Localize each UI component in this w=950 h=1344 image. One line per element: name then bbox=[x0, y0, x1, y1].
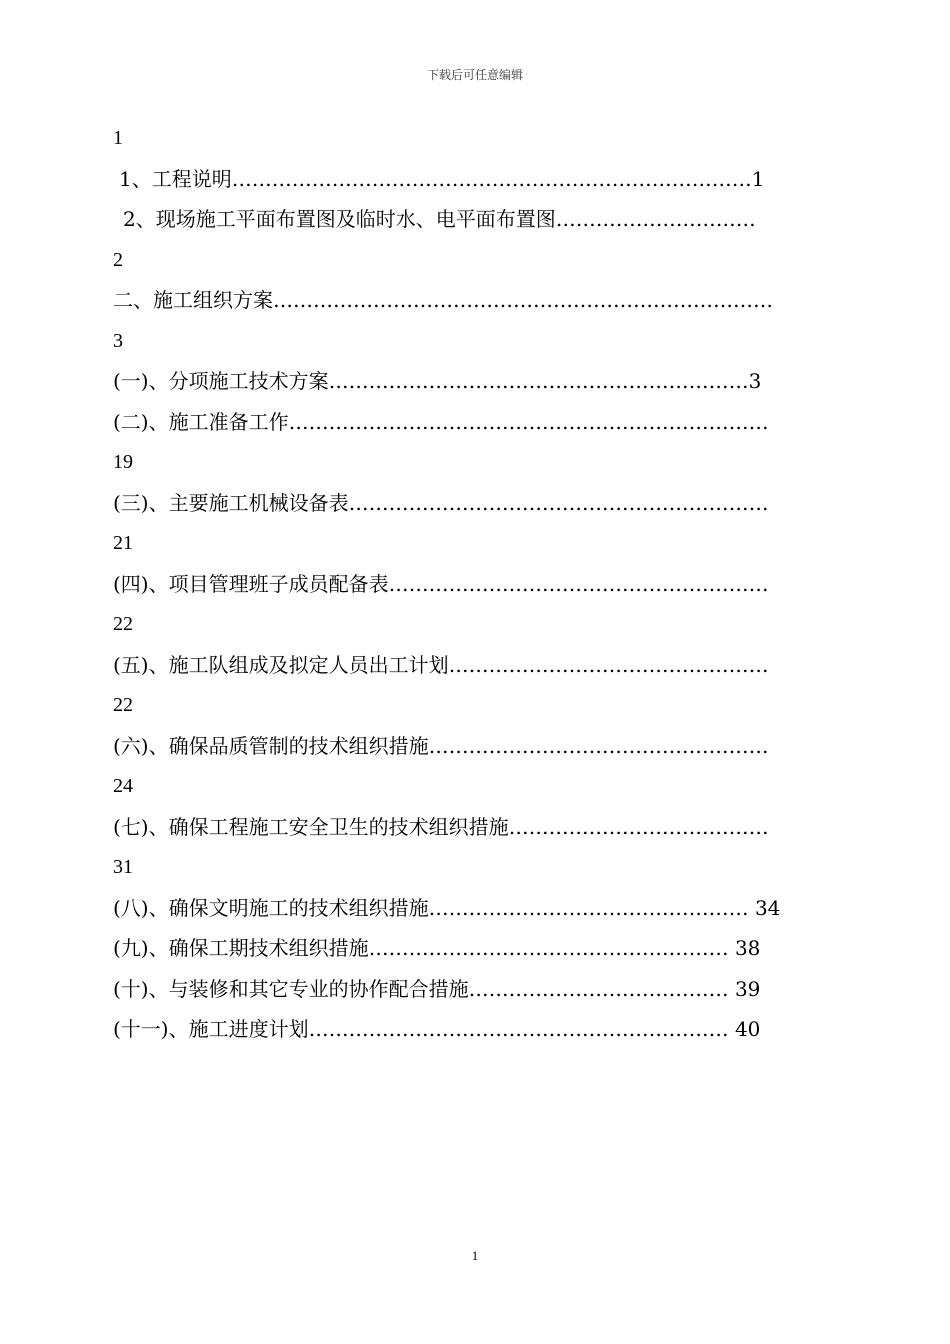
toc-line: 1 bbox=[113, 127, 123, 149]
table-of-contents bbox=[113, 118, 833, 1050]
toc-page-number: 31 bbox=[113, 856, 133, 878]
toc-entry-link[interactable]: (一)、分项施工技术方案………………………………………………………3 bbox=[113, 369, 762, 393]
toc-page-number: 22 bbox=[113, 613, 133, 635]
toc-entry-link[interactable]: (三)、主要施工机械设备表……………………………………………………… bbox=[113, 490, 769, 515]
page-number: 1 bbox=[471, 1248, 479, 1263]
toc-entry-link[interactable]: (七)、确保工程施工安全卫生的技术组织措施………………………………… bbox=[113, 814, 769, 839]
toc-entry-link[interactable]: (九)、确保工期技术组织措施……………………………………………… 38 bbox=[113, 936, 761, 960]
toc-entry-link[interactable]: (六)、确保品质管制的技术组织措施…………………………………………… bbox=[113, 733, 769, 758]
toc-entry-link[interactable]: (五)、施工队组成及拟定人员出工计划………………………………………… bbox=[113, 652, 769, 677]
toc-entry-link[interactable]: (十)、与装修和其它专业的协作配合措施………………………………… 39 bbox=[113, 976, 761, 1001]
toc-page-number: 2 bbox=[113, 248, 123, 271]
toc-page-number: 19 bbox=[113, 451, 133, 473]
page-header: 下载后可任意编辑 bbox=[426, 68, 523, 82]
toc-entry-link[interactable]: 二、施工组织方案………………………………………………………………… bbox=[113, 288, 773, 312]
toc-entry-link[interactable]: 2、现场施工平面布置图及临时水、电平面布置图………………………… bbox=[123, 207, 756, 231]
toc-entry-link[interactable]: (二)、施工准备工作……………………………………………………………… bbox=[113, 409, 769, 434]
toc-entry-link[interactable]: (八)、确保文明施工的技术组织措施………………………………………… 34 bbox=[113, 895, 781, 920]
toc-page-number: 3 bbox=[113, 329, 123, 352]
toc-page-number: 22 bbox=[113, 694, 133, 716]
toc-page-number: 24 bbox=[113, 775, 133, 797]
toc-entry-link[interactable]: (四)、项目管理班子成员配备表………………………………………………… bbox=[113, 571, 769, 596]
toc-entry-link[interactable]: 1、工程说明……………………………………………………………………1 bbox=[119, 166, 765, 191]
toc-entry-link[interactable]: (十一)、施工进度计划……………………………………………………… 40 bbox=[113, 1017, 761, 1041]
toc-page-number: 21 bbox=[113, 532, 133, 554]
